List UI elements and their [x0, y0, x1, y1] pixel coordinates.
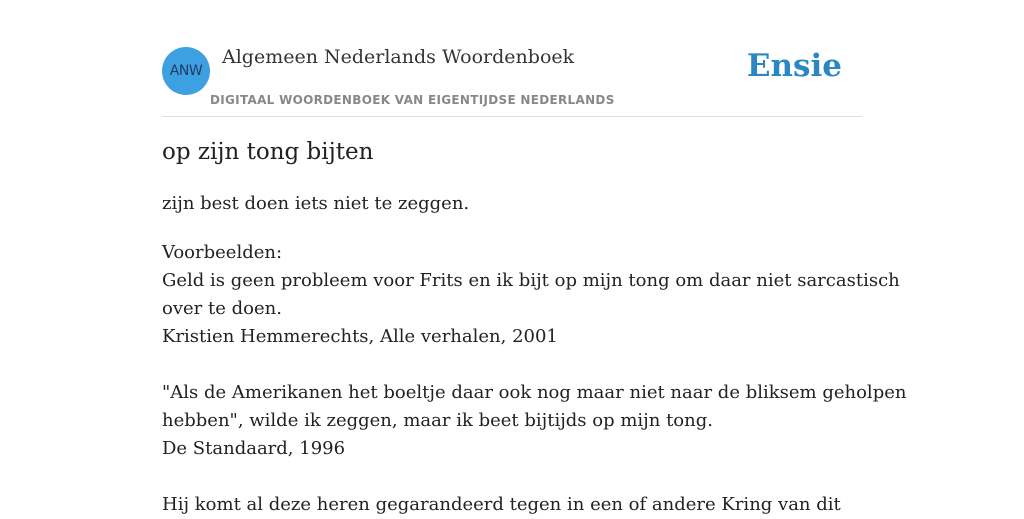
entry-definition: zijn best doen iets niet te zeggen. — [162, 193, 470, 214]
examples-section — [162, 239, 907, 519]
example-2-line-2: hebben", wilde ik zeggen, maar ik beet bijtijds op mijn tong. — [162, 410, 713, 431]
spacer — [162, 463, 872, 491]
example-3-line-1: Hij komt al deze heren gegarandeerd tegen in een of andere Kring van dit — [162, 494, 841, 515]
examples-label: Voorbeelden: — [162, 242, 283, 263]
entry-term: op zijn tong bijten — [162, 139, 374, 165]
site-subtitle: DIGITAAL WOORDENBOEK VAN EIGENTIJDSE NEDERLANDS — [210, 93, 615, 107]
anw-logo[interactable] — [162, 47, 210, 95]
logo-text: ANW — [169, 63, 203, 79]
spacer — [162, 351, 872, 379]
site-title[interactable]: Algemeen Nederlands Woordenboek — [222, 46, 575, 68]
example-1-line-1: Geld is geen probleem voor Frits en ik bijt op mijn tong om daar niet sarcastisch — [162, 270, 900, 291]
site-header — [162, 40, 862, 117]
example-2-line-1: "Als de Amerikanen het boeltje daar ook nog maar niet naar de bliksem geholpen — [162, 382, 907, 403]
example-1-source: Kristien Hemmerechts, Alle verhalen, 2001 — [162, 326, 558, 347]
example-2-source: De Standaard, 1996 — [162, 438, 346, 459]
ensie-logo[interactable]: Ensie — [746, 48, 842, 84]
example-1-line-2: over te doen. — [162, 298, 282, 319]
